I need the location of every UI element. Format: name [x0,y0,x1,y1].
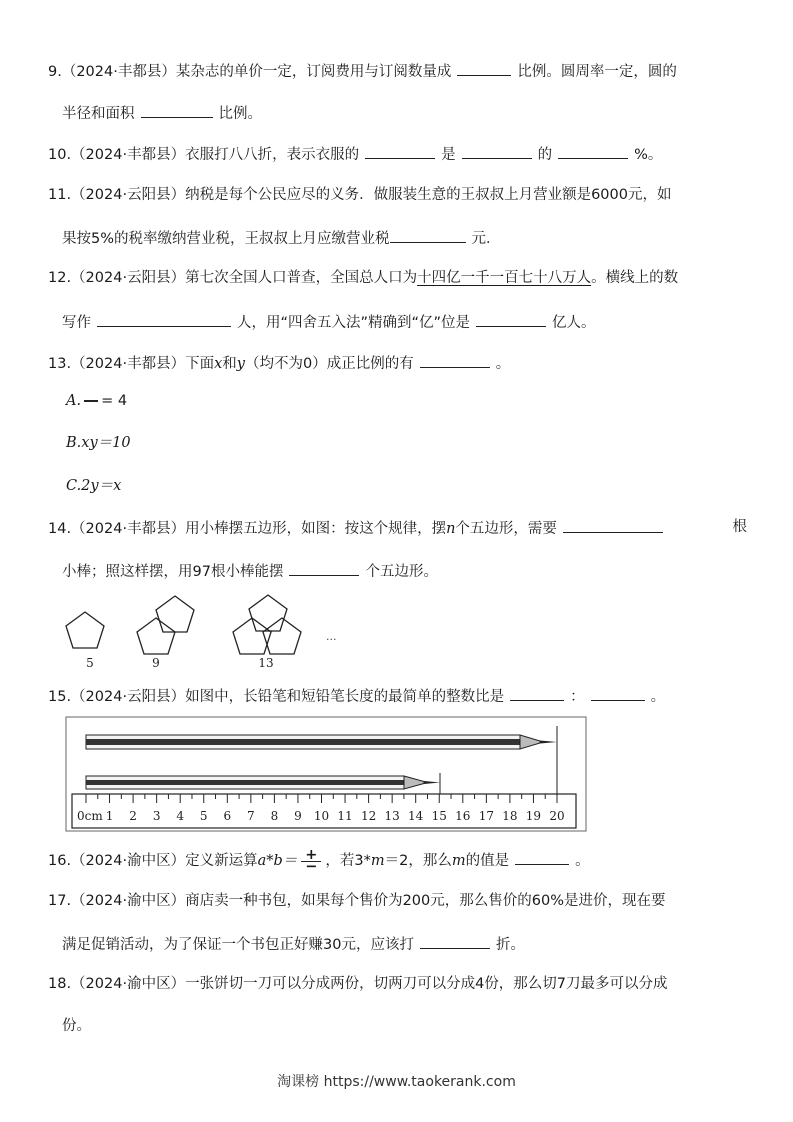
question-15: 15.（2024·云阳县）如图中，长铅笔和短铅笔长度的最简单的整数比是 ： 。 [48,685,747,707]
question-12-line-2: 写作 人，用“四舍五入法”精确到“亿”位是 亿人。 [62,311,747,333]
answer-blank[interactable] [462,143,532,159]
option-c: C.2y＝x [66,478,122,494]
answer-blank[interactable] [476,311,546,327]
answer-blank[interactable] [515,849,569,865]
answer-blank[interactable] [289,560,359,576]
ruler-tick-label: 4 [176,809,185,823]
question-13: 13.（2024·丰都县）下面x和y（均不为0）成正比例的有 。 [48,352,747,374]
answer-blank[interactable] [141,102,213,118]
answer-blank[interactable] [97,311,231,327]
answer-blank[interactable] [591,685,645,701]
ruler-tick-label: 7 [247,809,255,823]
question-9-line-2: 半径和面积 比例。 [62,102,747,124]
answer-blank[interactable] [420,933,490,949]
question-14-line-2: 小棒；照这样摆，用97根小棒能摆 个五边形。 [62,560,747,582]
pentagon [156,596,194,632]
pentagon [249,595,287,631]
option-a: A. = 4 [66,393,128,409]
count-label: 5 [86,656,94,670]
ruler-tick-label: 12 [360,809,377,823]
ruler-tick-label: 14 [408,809,424,823]
pentagon [66,612,104,648]
pentagon [233,618,271,654]
question-16: 16.（2024·渝中区）定义新运算a*b＝ $\frac{+}{-}$ ，若3*m＝2，那么m的值是 。 [48,846,590,875]
question-12-line-1: 12.（2024·云阳县）第七次全国人口普查，全国总人口为十四亿一千一百七十八万人。横线上的数 [48,270,679,286]
answer-blank[interactable] [420,352,490,368]
ruler-tick-label: 13 [384,809,400,823]
footer-watermark: 淘课榜 https://www.taokerank.com [277,1074,516,1090]
ruler-tick-label: 18 [502,809,518,823]
ruler-tick-label: 8 [270,809,279,823]
ellipsis-label: ... [326,630,337,643]
answer-blank[interactable] [457,60,511,76]
ruler-tick-label: 2 [129,809,137,823]
ruler-tick-label: 6 [223,809,232,823]
question-10: 10.（2024·丰都县）衣服打八八折，表示衣服的 是 的 %。 [48,143,747,165]
ruler-tick-label: 3 [152,809,161,823]
ruler-tick-label: 17 [478,809,494,823]
answer-blank[interactable] [365,143,435,159]
pentagon [137,618,175,654]
ruler-unit-label: 0cm [77,809,103,823]
question-14-line-1: 14.（2024·丰都县）用小棒摆五边形，如图：按这个规律，摆n个五边形，需要 根 [48,519,747,537]
fraction-bar [84,400,98,402]
ruler-tick-label: 19 [525,809,542,823]
question-11-line-2: 果按5%的税率缴纳营业税，王叔叔上月应缴营业税 元． [62,227,747,249]
pentagon-figure [60,592,360,672]
ruler-tick-label: 9 [294,809,302,823]
question-11-line-1: 11.（2024·云阳县）纳税是每个公民应尽的义务．做服装生意的王叔叔上月营业额是6000元，如 [48,187,672,203]
answer-blank[interactable] [558,143,628,159]
pencil-ruler-figure [66,716,586,834]
fraction: $\frac{+}{-}$ [301,850,321,873]
ruler-tick-label: 16 [455,809,471,823]
question-18-line-1: 18.（2024·渝中区）一张饼切一刀可以分成两份，切两刀可以分成4份，那么切7刀最多可以分成 [48,976,668,992]
count-label: 9 [152,656,160,670]
question-17-line-1: 17.（2024·渝中区）商店卖一种书包，如果每个售价为200元，那么售价的60%是进价，现在要 [48,893,666,909]
question-18-line-2: 份。 [62,1018,91,1034]
ruler-tick-label: 5 [199,809,208,823]
answer-blank[interactable] [563,517,663,533]
ruler-tick-label: 1 [105,809,114,823]
answer-blank[interactable] [390,227,466,243]
question-17-line-2: 满足促销活动，为了保证一个书包正好赚30元，应该打 折。 [62,933,747,955]
count-label: 13 [258,656,274,670]
ruler-tick-label: 10 [313,809,330,823]
ruler-tick-label: 20 [549,809,565,823]
option-b: B.xy＝10 [66,435,131,451]
answer-blank[interactable] [510,685,564,701]
long-pencil [86,735,557,749]
ruler-tick-label: 11 [337,809,353,823]
question-9-line-1: 9.（2024·丰都县）某杂志的单价一定，订阅费用与订阅数量成 比例。圆周率一定，圆的 [48,60,747,82]
ruler-tick-label: 15 [431,809,447,823]
short-pencil [86,776,440,789]
